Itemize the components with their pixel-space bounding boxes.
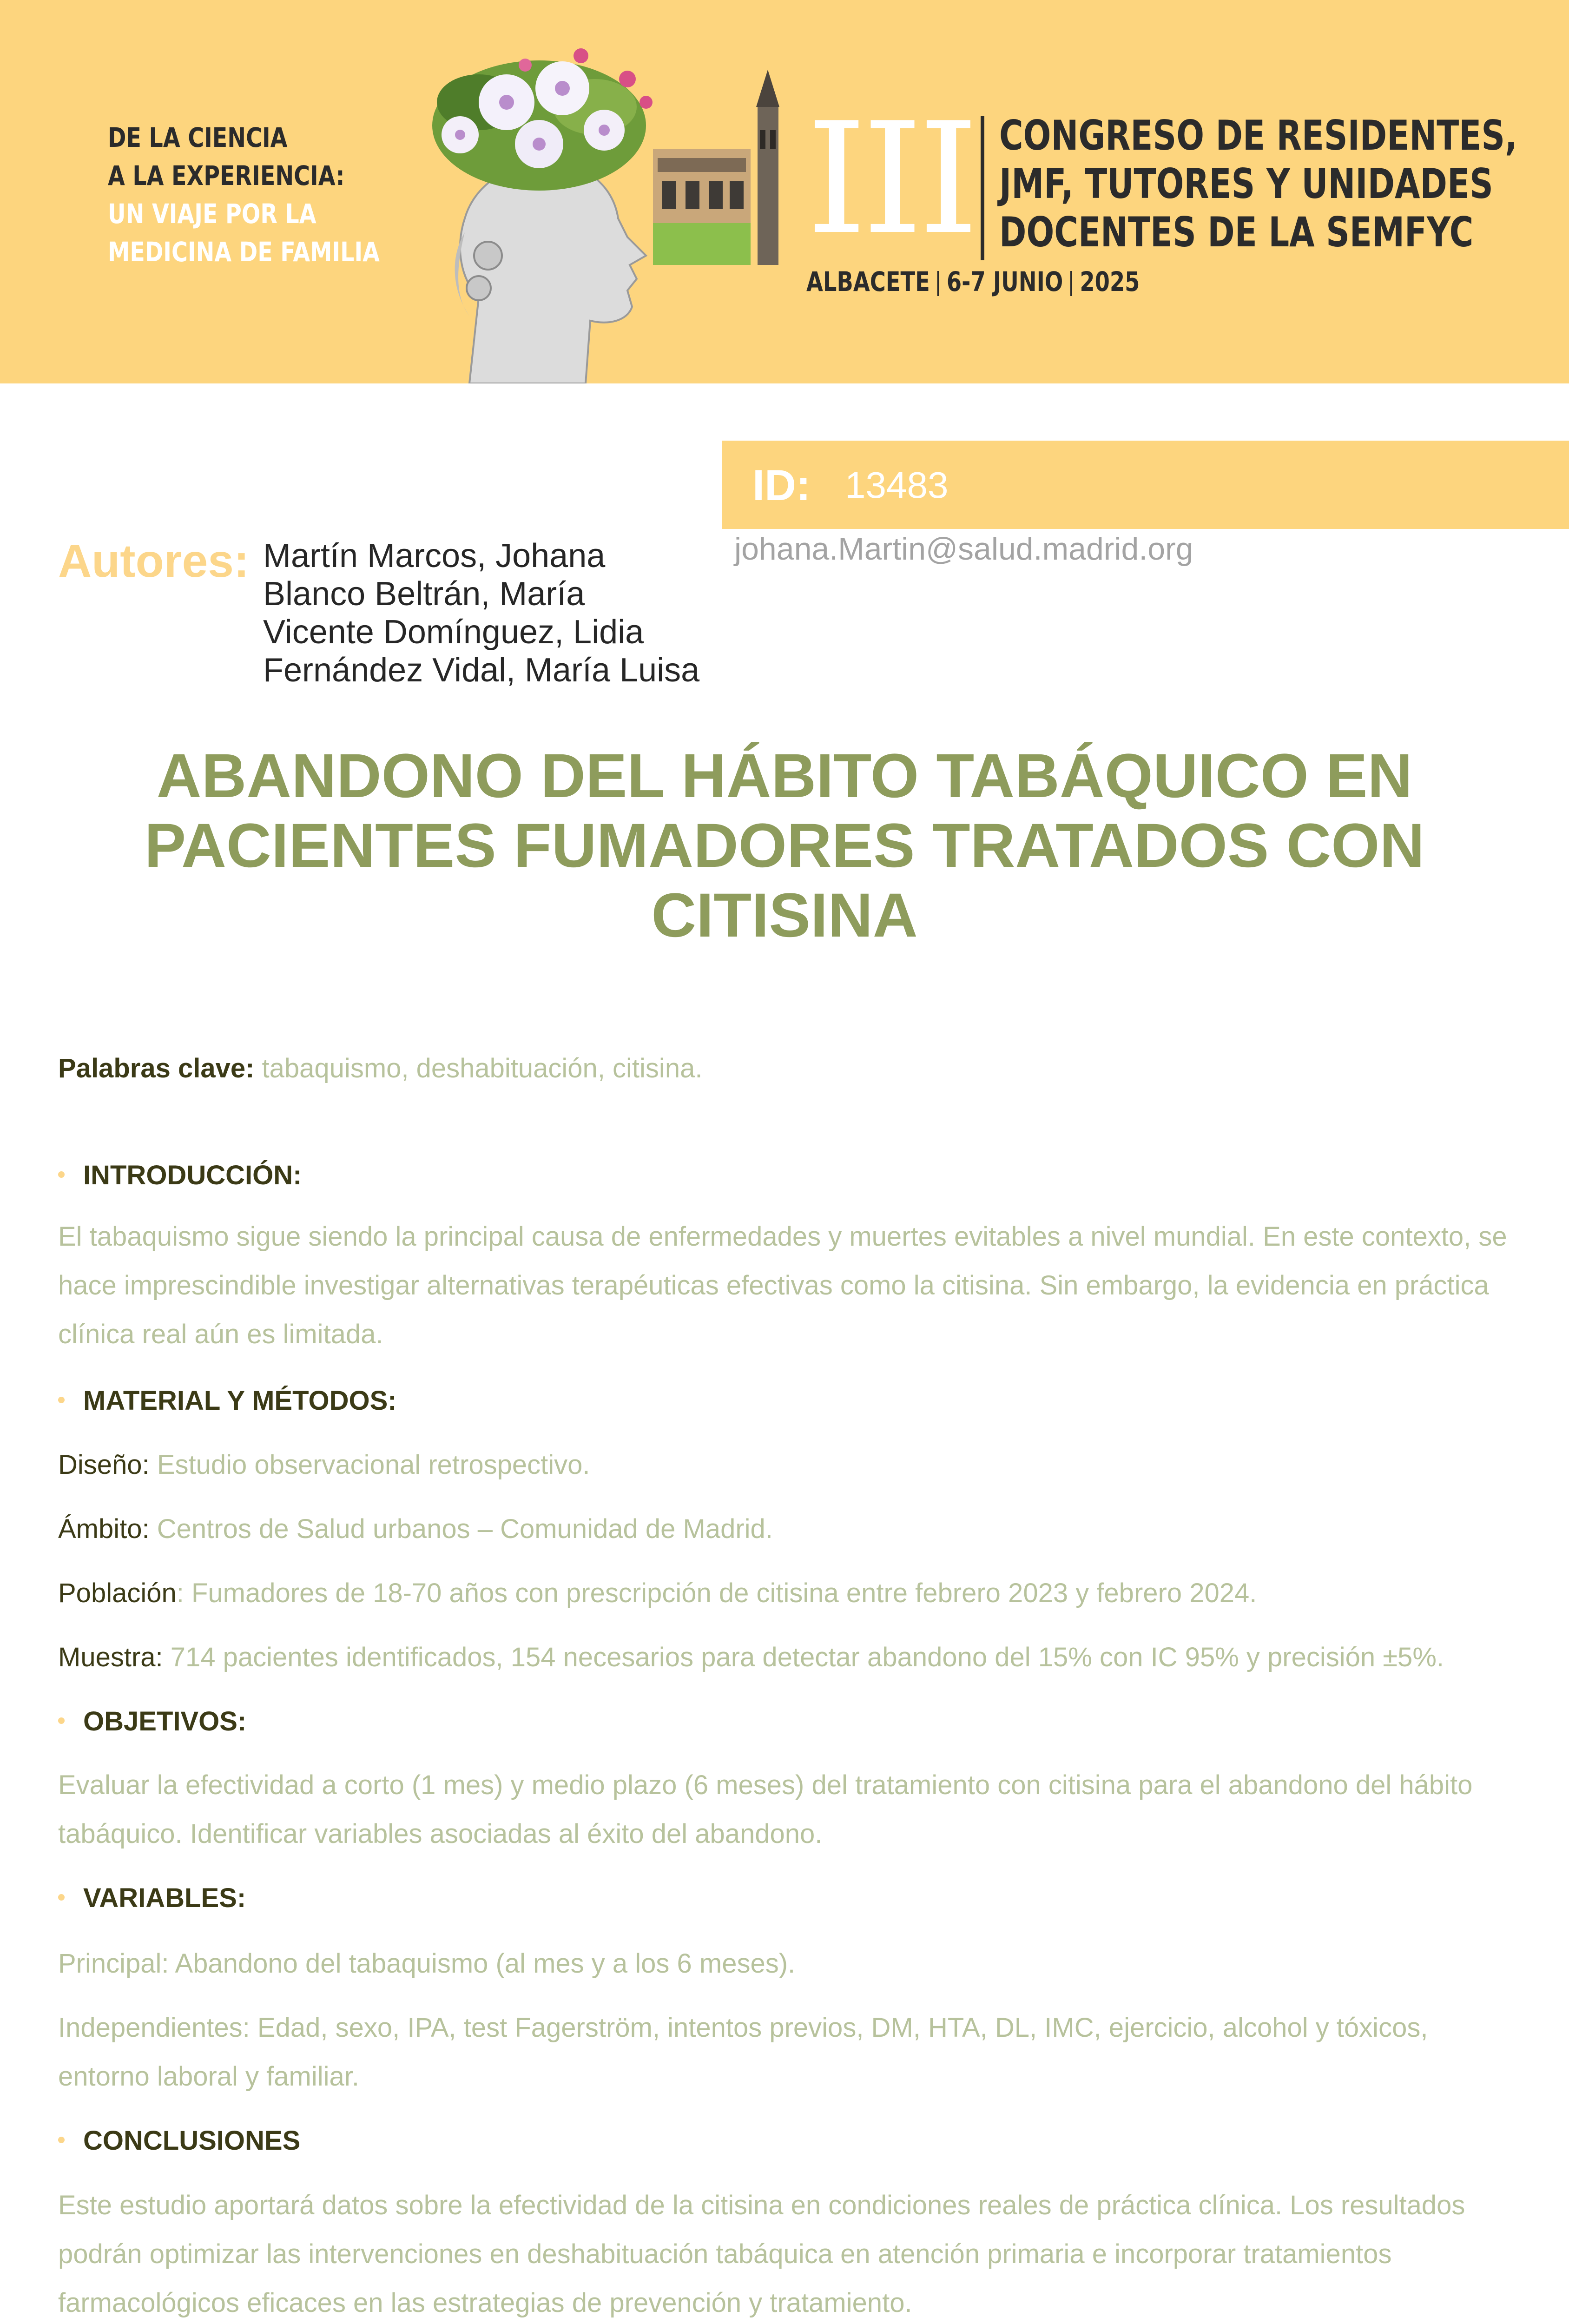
method-label: Población	[58, 1578, 177, 1608]
author-item: Vicente Domínguez, Lidia	[263, 614, 644, 651]
tagline-line-1: DE LA CIENCIA	[108, 122, 288, 153]
congress-place-date	[806, 266, 1140, 297]
bullet-icon	[58, 1717, 65, 1724]
author-item: Martín Marcos, Johana	[263, 537, 606, 574]
section-heading-text: CONCLUSIONES	[83, 2126, 301, 2156]
section-heading-text: VARIABLES:	[83, 1883, 246, 1913]
method-value: Estudio observacional retrospectivo.	[149, 1450, 590, 1480]
congress-line-1: CONGRESO DE RESIDENTES,	[999, 112, 1517, 159]
keywords-value: tabaquismo, deshabituación, citisina.	[262, 1053, 703, 1083]
section-heading-conclusions	[58, 2125, 300, 2156]
method-label: Muestra:	[58, 1642, 163, 1672]
method-value: 714 pacientes identificados, 154 necesarios para detectar abandono del 15% con IC 95% y precisión ±5%.	[163, 1642, 1444, 1672]
keywords	[58, 1053, 702, 1084]
congress-city: ALBACETE	[806, 266, 930, 297]
objectives-text: Evaluar la efectividad a corto (1 mes) y medio plazo (6 meses) del tratamiento con citisina para el abandono del hábito tabáquico. Identificar variables asociadas al éxito del abandono.	[58, 1770, 1473, 1849]
author-item: Fernández Vidal, María Luisa	[263, 652, 700, 689]
conclusions-text: Este estudio aportará datos sobre la efectividad de la citisina en condiciones reales de práctica clínica. Los resultados podrán optimizar las intervenciones en deshabituación tabáquica en atención primaria e incorporar tratamientos farmacológicos eficaces en las estrategias de prevención y tratamiento.	[58, 2190, 1465, 2318]
congress-year: 2025	[1080, 266, 1140, 297]
variables-independent: Independientes: Edad, sexo, IPA, test Fagerström, intentos previos, DM, HTA, DL, IMC, ejercicio, alcohol y tóxicos, entorno laboral y familiar.	[58, 2013, 1428, 2092]
variables-principal: Principal: Abandono del tabaquismo (al mes y a los 6 meses).	[58, 1948, 796, 1979]
congress-line-2: JMF, TUTORES Y UNIDADES	[999, 160, 1493, 208]
congress-name	[999, 112, 1517, 257]
introduction-text: El tabaquismo sigue siendo la principal causa de enfermedades y muertes evitables a nivel mundial. En este contexto, se hace imprescindible investigar alternativas terapéuticas efectivas como la citisina. Sin embargo, la evidencia en práctica clínica real aún es limitada.	[58, 1221, 1507, 1349]
method-label: Ámbito:	[58, 1514, 150, 1544]
author-email[interactable]: johana.Martin@salud.madrid.org	[734, 531, 1193, 567]
bullet-icon	[58, 1397, 65, 1403]
edition-numeral: III	[806, 90, 975, 268]
abstract-id-bar	[722, 441, 1569, 529]
authors-list	[263, 537, 699, 689]
method-population	[58, 1578, 1257, 1609]
castle-illustration	[653, 70, 783, 265]
tagline-line-2: A LA EXPERIENCIA:	[108, 160, 345, 191]
bullet-icon	[58, 1171, 65, 1178]
congress-line-3: DOCENTES DE LA SEMFYC	[999, 208, 1474, 256]
method-design	[58, 1449, 590, 1480]
authors-label: Autores:	[58, 535, 250, 587]
section-heading-introduction	[58, 1160, 302, 1191]
keywords-label: Palabras clave:	[58, 1053, 255, 1083]
bullet-icon	[58, 2137, 65, 2143]
section-heading-text: OBJETIVOS:	[83, 1706, 247, 1736]
method-scope	[58, 1513, 773, 1545]
congress-tagline	[108, 119, 380, 271]
abstract-title: ABANDONO DEL HÁBITO TABÁQUICO EN PACIENTES FUMADORES TRATADOS CON CITISINA	[144, 741, 1425, 950]
section-heading-variables	[58, 1882, 246, 1914]
section-heading-text: MATERIAL Y MÉTODOS:	[83, 1386, 397, 1416]
method-value: Centros de Salud urbanos – Comunidad de Madrid.	[149, 1514, 773, 1544]
header-divider	[981, 116, 984, 260]
id-label: ID:	[752, 461, 811, 509]
author-item: Blanco Beltrán, María	[263, 575, 585, 613]
place-separator	[937, 271, 939, 296]
place-separator	[1070, 271, 1072, 296]
congress-header-banner	[0, 0, 1569, 383]
bullet-icon	[58, 1894, 65, 1901]
method-sample	[58, 1642, 1444, 1673]
section-heading-methods	[58, 1385, 397, 1416]
tagline-line-3: UN VIAJE POR LA	[108, 198, 316, 230]
congress-dates: 6-7 JUNIO	[946, 266, 1063, 297]
flower-bust-illustration	[386, 37, 688, 383]
method-value: : Fumadores de 18-70 años con prescripción de citisina entre febrero 2023 y febrero 2024.	[176, 1578, 1257, 1608]
tagline-line-4: MEDICINA DE FAMILIA	[108, 236, 380, 268]
section-heading-objectives	[58, 1706, 246, 1737]
section-heading-text: INTRODUCCIÓN:	[83, 1160, 302, 1190]
method-label: Diseño:	[58, 1450, 150, 1480]
id-value: 13483	[845, 464, 949, 506]
